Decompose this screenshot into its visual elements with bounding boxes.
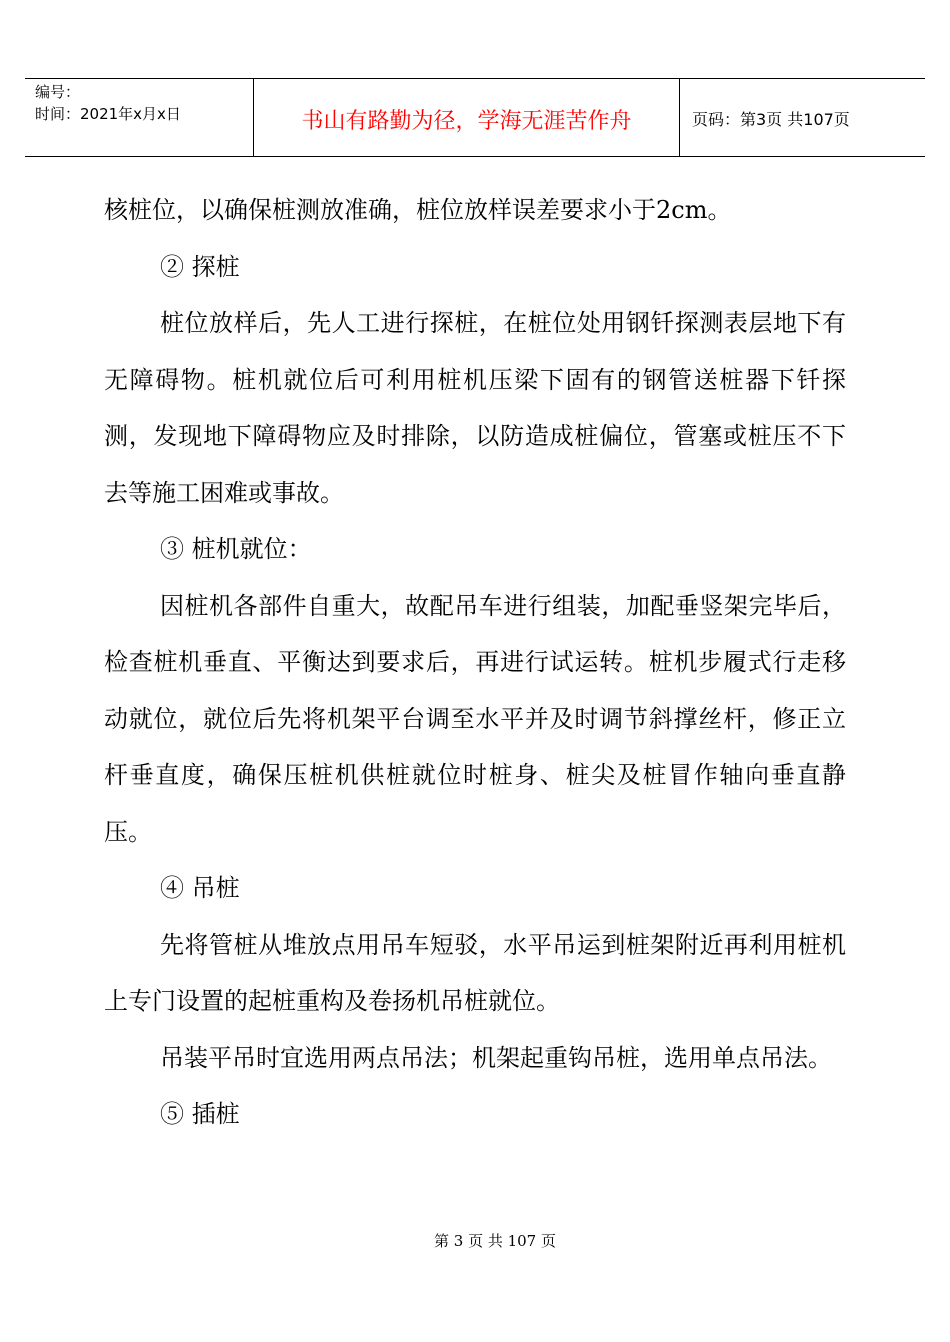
date-label: 时间：2021年x月x日 [35,105,181,123]
header-page-cell [680,79,925,156]
section-heading-lifting-pile: ④ 吊桩 [160,874,240,902]
header-page-info: 页码：第3页 共107页 [692,110,850,129]
paragraph-machine-positioning: 因桩机各部件自重大，故配吊车进行组装，加配垂竖架完毕后，检查桩机垂直、平衡达到要求后，再进行试运转。桩机步履式行走移动就位，就位后先将机架平台调至水平并及时调节斜撑丝杆，修正立杆垂直度，确保压桩机供桩就位时桩身、桩尖及桩冒作轴向垂直静压。 [104,591,846,846]
header-meta-cell [25,79,254,156]
page-header [25,78,925,157]
motto-text: 书山有路勤为径，学海无涯苦作舟 [301,109,632,134]
paragraph-lifting-method: 吊装平吊时宜选用两点吊法；机架起重钩吊桩，选用单点吊法。 [160,1043,832,1072]
header-motto-cell [254,79,680,156]
section-heading-inserting-pile: ⑤ 插桩 [160,1100,240,1128]
paragraph-continuation: 核桩位，以确保桩测放准确，桩位放样误差要求小于2cm。 [104,196,732,224]
serial-number-label: 编号： [35,83,81,101]
section-heading-probe-pile: ② 探桩 [160,252,240,281]
section-heading-machine-positioning: ③ 桩机就位： [160,535,312,563]
document-body [104,182,846,1143]
paragraph-probe-pile: 桩位放样后，先人工进行探桩，在桩位处用钢钎探测表层地下有无障碍物。桩机就位后可利用桩机压梁下固有的钢管送桩器下钎探测，发现地下障碍物应及时排除，以防造成桩偏位，管塞或桩压不下去等施工困难或事故。 [104,309,846,507]
paragraph-lifting-pile: 先将管桩从堆放点用吊车短驳，水平吊运到桩架附近再利用桩机上专门设置的起桩重构及卷扬机吊桩就位。 [104,930,846,1015]
page-footer: 第 3 页 共 107 页 [433,1232,556,1250]
